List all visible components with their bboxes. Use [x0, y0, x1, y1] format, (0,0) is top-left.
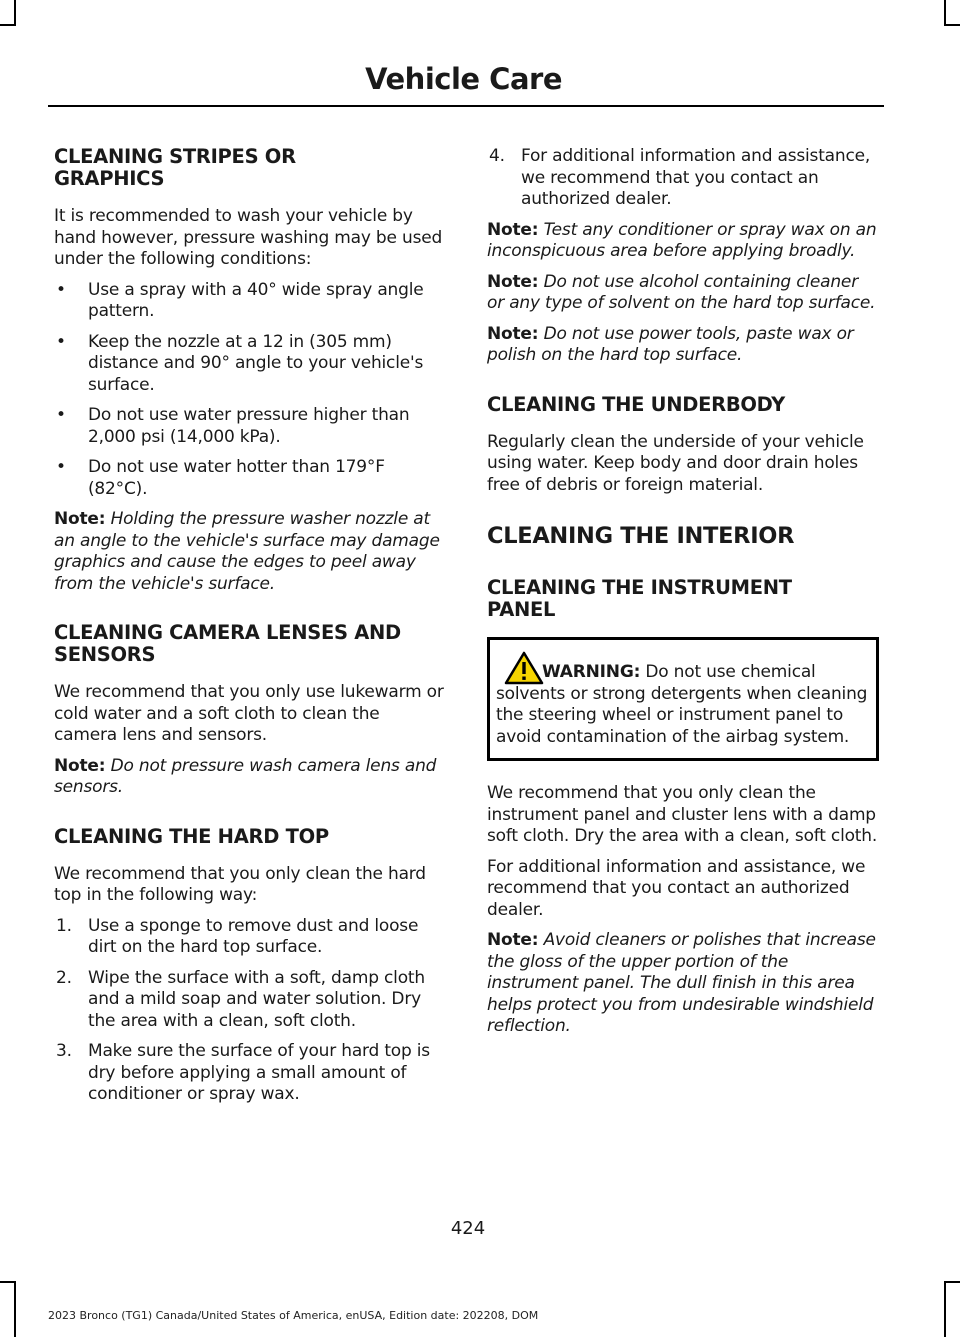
- warning-triangle-icon: [504, 651, 544, 685]
- hardtop-steps-continued: [487, 146, 879, 211]
- list-item: • Use a spray with a 40° wide spray angle pattern.: [56, 279, 424, 321]
- page-section-title: Vehicle Care: [365, 62, 562, 96]
- crop-mark-top-right-h: [944, 24, 960, 26]
- camera-body: We recommend that you only use lukewarm or cold water and a soft cloth to clean the camera lens and sensors.: [54, 682, 444, 745]
- interior-heading: CLEANING THE INTERIOR: [487, 523, 795, 549]
- list-item: 2. Wipe the surface with a soft, damp cloth and a mild soap and water solution. Dry the area with a clean, soft cloth.: [56, 967, 425, 1031]
- crop-mark-bottom-left-v: [14, 1281, 16, 1337]
- instrument-body: We recommend that you only clean the instrument panel and cluster lens with a damp soft cloth. Dry the area with a clean, soft cloth.: [487, 783, 878, 846]
- hardtop-heading: CLEANING THE HARD TOP: [54, 824, 329, 848]
- right-column: [487, 146, 879, 1047]
- hardtop-note: Note: Do not use alcohol containing cleaner or any type of solvent on the hard top surface.: [487, 271, 876, 313]
- camera-note: Note: Do not pressure wash camera lens and sensors.: [54, 755, 437, 797]
- page-number: 424: [450, 1218, 486, 1239]
- stripes-bullet-list: [54, 280, 446, 501]
- list-item: • Do not use water pressure higher than 2,000 psi (14,000 kPa).: [56, 405, 410, 447]
- warning-text: Do not use chemical solvents or strong detergents when cleaning the steering wheel or instrument panel to avoid contamination of the airbag system.: [496, 662, 868, 747]
- list-item: 1. Use a sponge to remove dust and loose dirt on the hard top surface.: [56, 915, 419, 957]
- crop-mark-bottom-right-h: [944, 1281, 960, 1283]
- crop-mark-top-right-v: [944, 0, 946, 26]
- list-item: 3. Make sure the surface of your hard top is dry before applying a small amount of conditioner or spray wax.: [56, 1041, 430, 1104]
- hardtop-steps-list: [54, 916, 446, 1106]
- header-rule: [48, 105, 884, 107]
- hardtop-note: Note: Test any conditioner or spray wax on an inconspicuous area before applying broadly.: [487, 219, 877, 261]
- list-item: 4. For additional information and assistance, we recommend that you contact an authorized dealer.: [489, 146, 871, 209]
- hardtop-note: Note: Do not use power tools, paste wax or polish on the hard top surface.: [487, 323, 854, 365]
- stripes-heading: CLEANING STRIPES OR GRAPHICS: [54, 145, 296, 190]
- crop-mark-top-left-v: [14, 0, 16, 26]
- crop-mark-top-left-h: [0, 24, 16, 26]
- underbody-body: Regularly clean the underside of your vehicle using water. Keep body and door drain holes free of debris or foreign material.: [487, 431, 864, 495]
- instrument-body: For additional information and assistance, we recommend that you contact an authorized dealer.: [487, 856, 866, 920]
- list-item: • Keep the nozzle at a 12 in (305 mm) distance and 90° angle to your vehicle's surface.: [56, 331, 424, 395]
- instrument-heading: CLEANING THE INSTRUMENT PANEL: [487, 576, 792, 621]
- stripes-note: Note: Holding the pressure washer nozzle at an angle to the vehicle's surface may damage graphics and cause the edges to peel away from the vehicle's surface.: [54, 509, 440, 594]
- edition-footer: 2023 Bronco (TG1) Canada/United States of America, enUSA, Edition date: 202208, DOM: [48, 1309, 539, 1322]
- hardtop-intro: We recommend that you only clean the hard top in the following way:: [54, 863, 426, 905]
- camera-heading: CLEANING CAMERA LENSES AND SENSORS: [54, 621, 401, 666]
- instrument-note: Note: Avoid cleaners or polishes that increase the gloss of the upper portion of the instrument panel. The dull finish in this area helps protect you from undesirable windshield reflection.: [487, 930, 876, 1036]
- left-column: [54, 146, 446, 1115]
- warning-label: WARNING:: [542, 662, 641, 682]
- warning-box: [487, 637, 879, 761]
- underbody-heading: CLEANING THE UNDERBODY: [487, 392, 785, 416]
- stripes-intro: It is recommended to wash your vehicle by hand however, pressure washing may be used under the following conditions:: [54, 206, 443, 269]
- list-item: • Do not use water hotter than 179°F (82°C).: [56, 457, 385, 499]
- crop-mark-bottom-right-v: [944, 1281, 946, 1337]
- crop-mark-bottom-left-h: [0, 1281, 16, 1283]
